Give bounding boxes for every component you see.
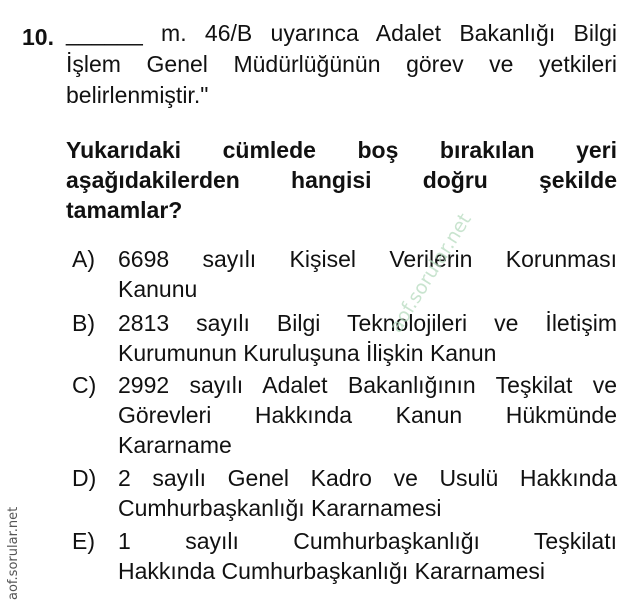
option-text <box>118 463 617 523</box>
question-number: 10. <box>22 24 54 50</box>
stem-line: ______ m. 46/B uyarınca Adalet Bakanlığı Bilgi <box>66 20 617 46</box>
question-prompt <box>66 135 617 225</box>
prompt-line: tamamlar? <box>66 197 183 223</box>
option-letter: B) <box>72 310 95 336</box>
option-d[interactable] <box>72 463 617 523</box>
stem-line: İşlem Genel Müdürlüğünün görev ve yetkileri <box>66 51 617 77</box>
option-line: 2 sayılı Genel Kadro ve Usulü Hakkında <box>118 465 617 491</box>
option-letter: A) <box>72 246 95 272</box>
prompt-line: Yukarıdaki cümlede boş bırakılan yeri <box>66 137 617 163</box>
option-line: Kurumunun Kuruluşuna İlişkin Kanun <box>118 340 497 366</box>
option-letter: D) <box>72 465 97 491</box>
option-letter: E) <box>72 528 95 554</box>
option-letter: C) <box>72 372 97 398</box>
option-line: 1 sayılı Cumhurbaşkanlığı Teşkilatı <box>118 528 617 554</box>
option-text <box>118 370 617 460</box>
option-text <box>118 244 617 304</box>
option-line: 2813 sayılı Bilgi Teknolojileri ve İletişim <box>118 310 617 336</box>
option-text <box>118 526 617 586</box>
question-stem <box>66 18 617 111</box>
prompt-line: aşağıdakilerden hangisi doğru şekilde <box>66 167 617 193</box>
option-line: Görevleri Hakkında Kanun Hükmünde <box>118 402 617 428</box>
answer-options <box>72 244 617 586</box>
watermark-side: aof.sorular.net <box>6 506 21 600</box>
option-a[interactable] <box>72 244 617 304</box>
option-line: Kararname <box>118 432 232 458</box>
option-line: Kanunu <box>118 276 198 302</box>
stem-line: belirlenmiştir." <box>66 82 209 108</box>
option-b[interactable] <box>72 308 617 368</box>
option-line: 2992 sayılı Adalet Bakanlığının Teşkilat ve <box>118 372 617 398</box>
watermark-center: aof.sorular.net <box>385 209 476 337</box>
option-line: Hakkında Cumhurbaşkanlığı Kararnamesi <box>118 558 545 584</box>
option-line: 6698 sayılı Kişisel Verilerin Korunması <box>118 246 617 272</box>
option-e[interactable] <box>72 526 617 586</box>
option-line: Cumhurbaşkanlığı Kararnamesi <box>118 495 442 521</box>
option-c[interactable] <box>72 370 617 460</box>
option-text <box>118 308 617 368</box>
